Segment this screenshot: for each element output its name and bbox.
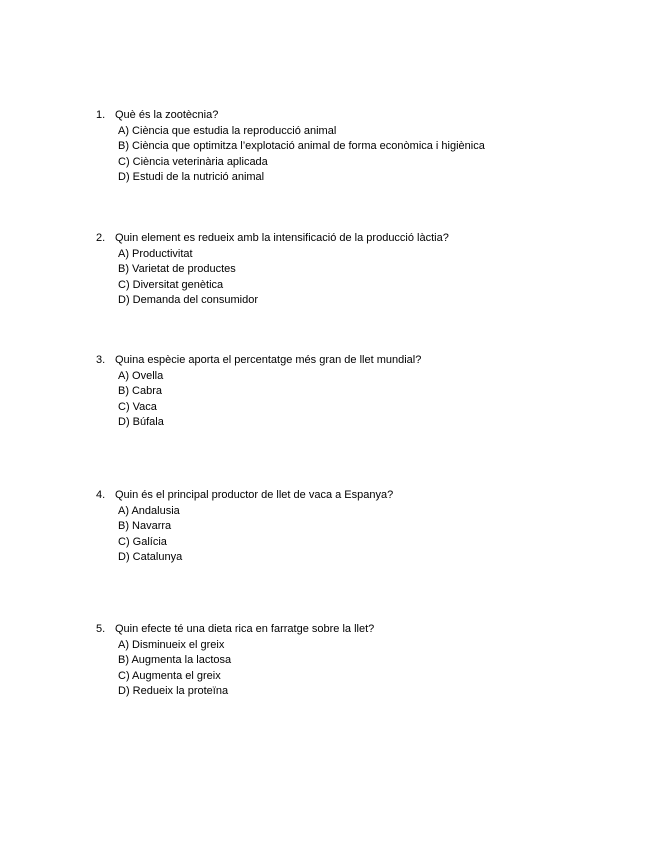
question-2 [96,231,616,309]
answer-option-d: D) Catalunya [118,551,183,563]
question-text: Què és la zootècnia? [115,109,219,121]
question-5 [96,622,616,700]
question-number: 5. [96,623,106,635]
answer-option-d: D) Redueix la proteïna [118,685,229,697]
question-line [96,231,616,247]
answer-option-b: B) Cabra [118,385,163,397]
answer-option-c: C) Galícia [118,535,167,548]
answer-option-a: A) Productivitat [118,247,193,260]
question-1 [96,108,616,186]
question-number: 1. [96,109,106,121]
answer-option-b: B) Navarra [118,520,172,532]
answer-option-a: A) Disminueix el greix [118,638,225,651]
answer-option-c: C) Vaca [118,400,157,413]
question-text: Quin efecte té una dieta rica en farratge sobre la llet? [115,623,375,635]
answer-option-d: D) Búfala [118,416,164,428]
question-line [96,108,616,124]
question-text: Quina espècie aporta el percentatge més gran de llet mundial? [115,354,422,366]
question-3 [96,353,616,431]
answer-option-a: A) Ovella [118,369,164,382]
question-text: Quin és el principal productor de llet de vaca a Espanya? [115,489,394,501]
answer-options [96,369,616,431]
answer-options [96,504,616,566]
answer-options [96,124,616,186]
question-4 [96,488,616,566]
answer-option-c: C) Diversitat genètica [118,278,224,291]
answer-options [96,638,616,700]
answer-option-c: C) Ciència veterinària aplicada [118,155,268,168]
answer-option-b: B) Ciència que optimitza l’explotació animal de forma econòmica i higiènica [118,140,485,152]
answer-option-d: D) Demanda del consumidor [118,294,259,306]
answer-options [96,247,616,309]
question-line [96,622,616,638]
question-number: 4. [96,489,106,501]
answer-option-b: B) Augmenta la lactosa [118,654,232,666]
answer-option-a: A) Ciència que estudia la reproducció animal [118,124,337,137]
answer-option-b: B) Varietat de productes [118,263,236,275]
question-number: 2. [96,232,106,244]
question-line [96,353,616,369]
answer-option-d: D) Estudi de la nutrició animal [118,171,265,183]
question-line [96,488,616,504]
answer-option-a: A) Andalusia [118,504,180,517]
answer-option-c: C) Augmenta el greix [118,669,221,682]
question-text: Quin element es redueix amb la intensificació de la producció làctia? [115,232,449,244]
question-number: 3. [96,354,106,366]
